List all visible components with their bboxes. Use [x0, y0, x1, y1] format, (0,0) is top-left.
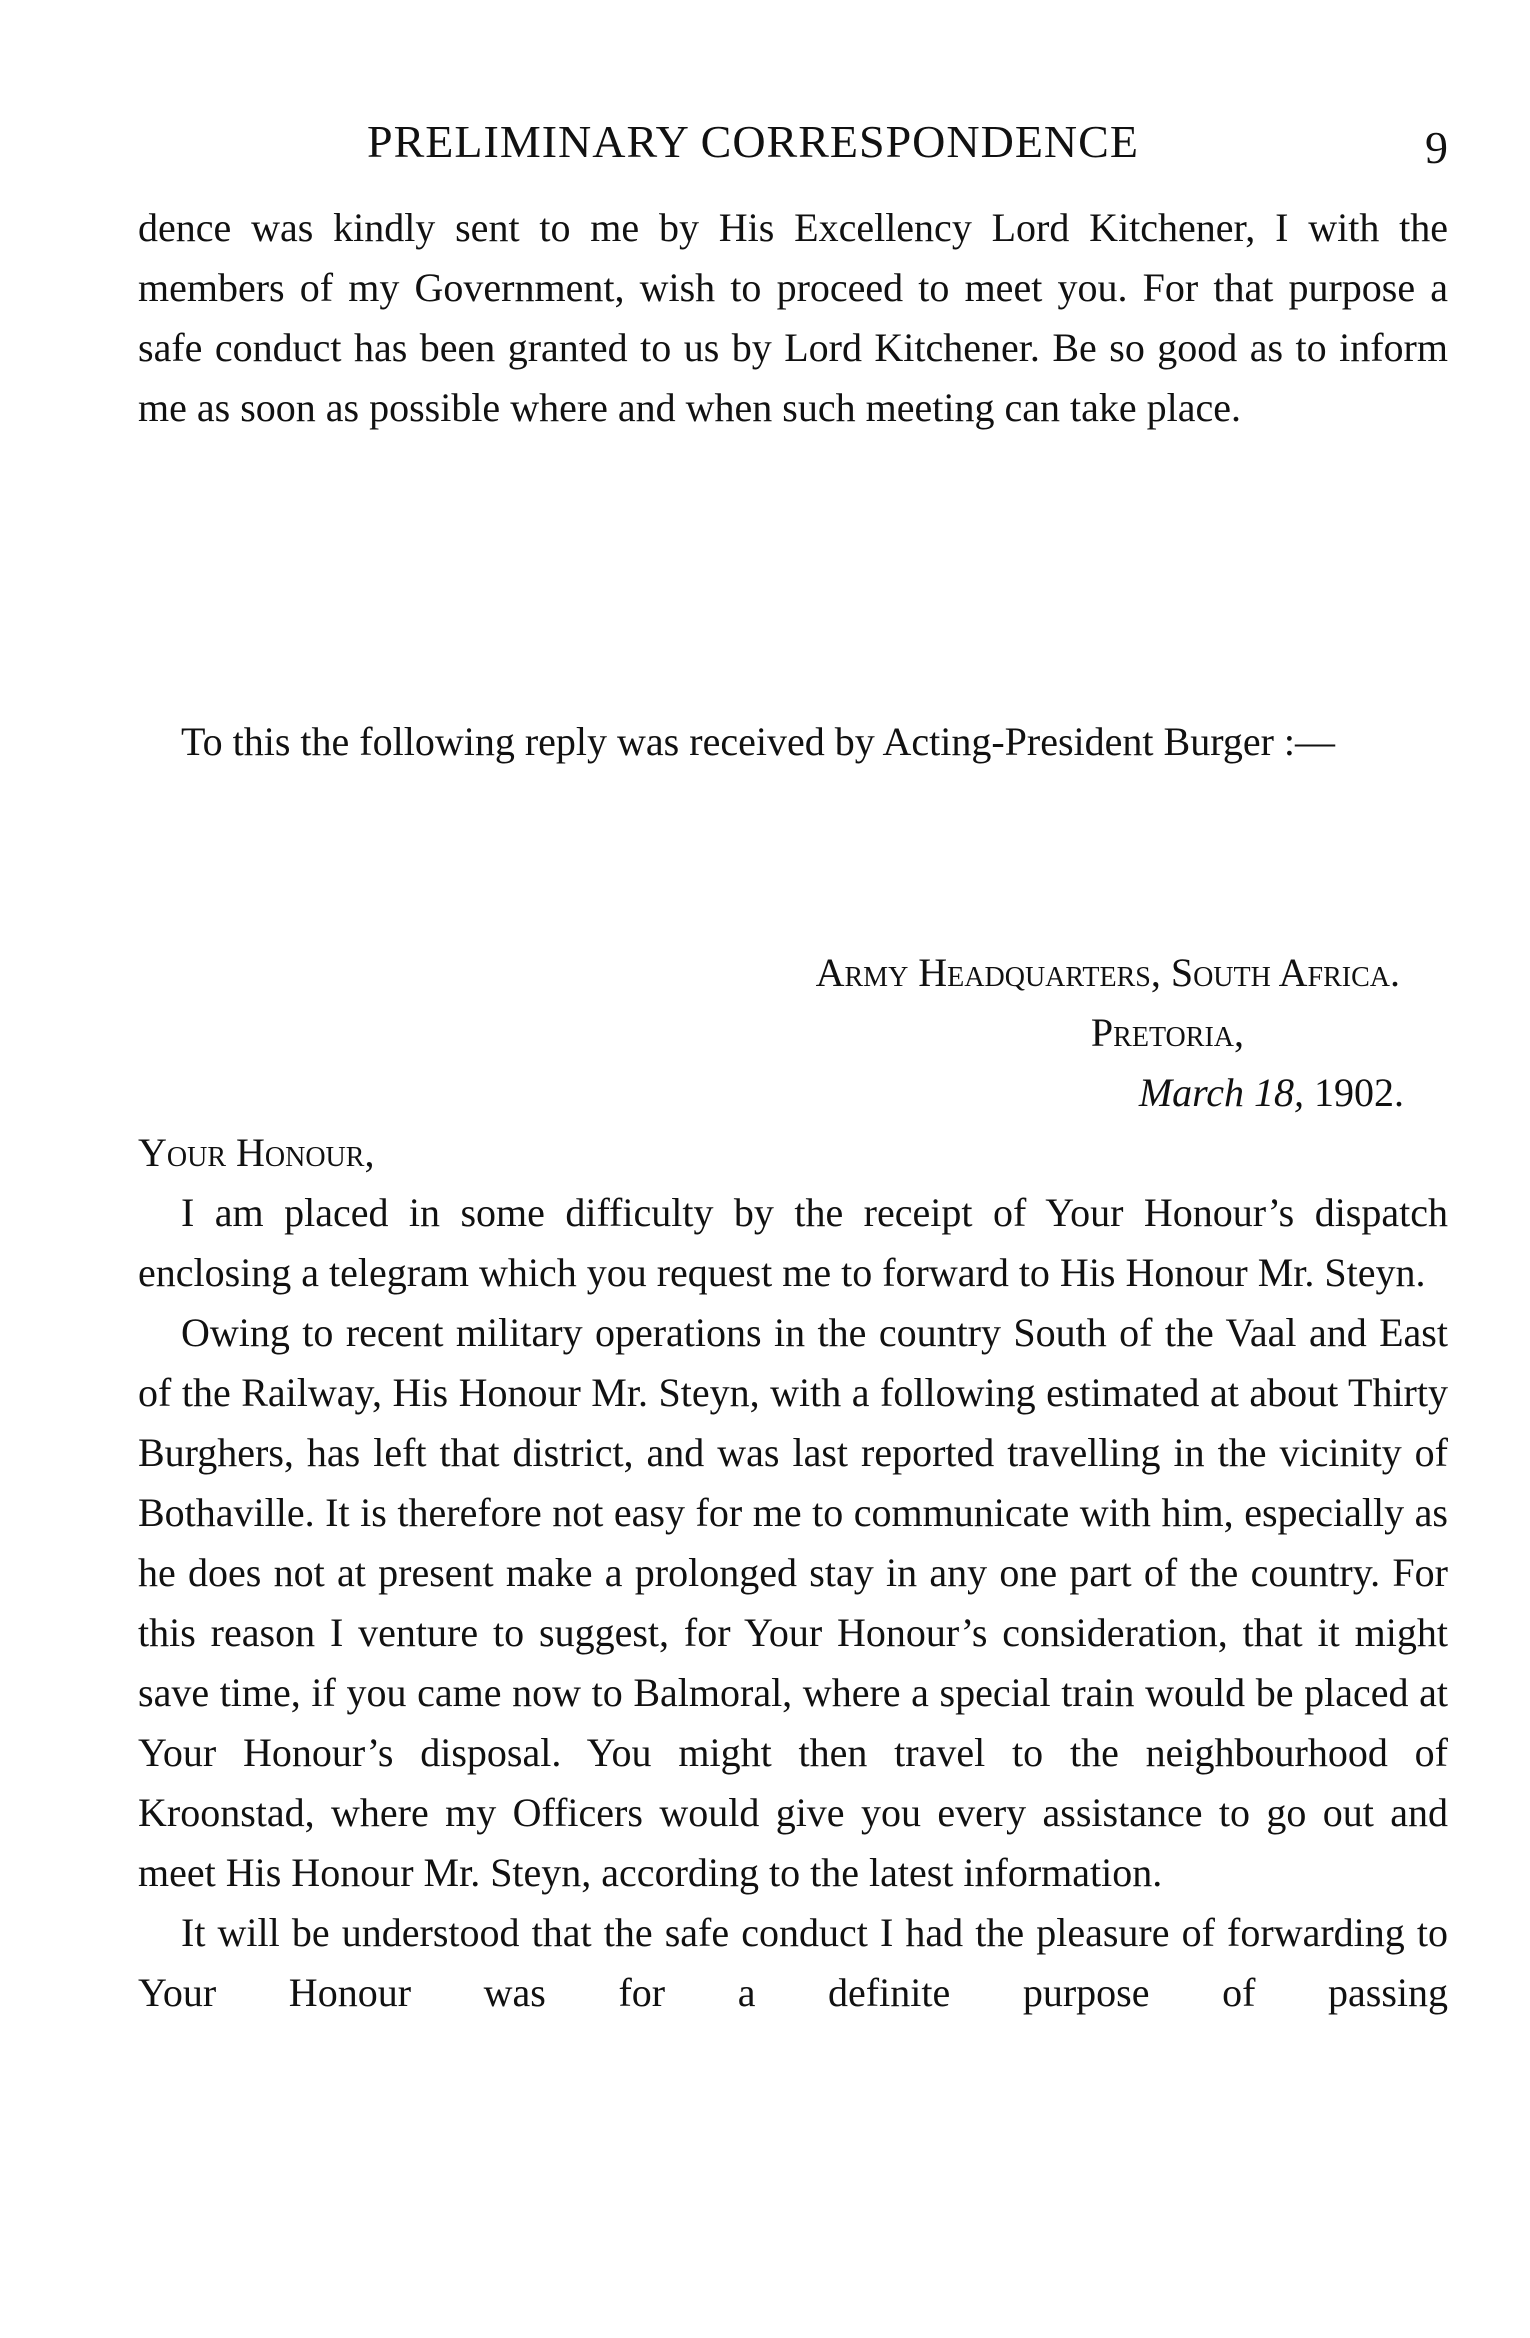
- salutation: Your Honour,: [138, 1130, 375, 1175]
- address-line-1: Army Headquarters, South Africa.: [815, 950, 1400, 995]
- opening-paragraph-block: [138, 198, 1448, 438]
- address-line-2: Pretoria,: [1090, 1010, 1244, 1055]
- letter-date-month-day: March 18,: [1138, 1070, 1304, 1115]
- letter-paragraph-3: It will be understood that the safe conduct I had the pleasure of forwarding to Your Honour was for a definite purpose of passing: [138, 1910, 1448, 2015]
- opening-paragraph: dence was kindly sent to me by His Excellency Lord Kitchener, I with the members of my Government, wish to proceed to meet you. For that purpose a safe conduct has been granted to us by Lord Kitchener. Be so good as to inform me as soon as possible where and when such meeting can take place.: [138, 205, 1448, 430]
- letter-date-year: 1902.: [1314, 1070, 1404, 1115]
- letter-date: [138, 1063, 1448, 1123]
- page-number: 9: [1425, 122, 1448, 173]
- running-title: PRELIMINARY CORRESPONDENCE: [367, 116, 1139, 167]
- intro-paragraph: To this the following reply was received by Acting-President Burger :—: [181, 719, 1336, 764]
- letter: [138, 943, 1448, 2023]
- running-head: [138, 112, 1448, 172]
- intro-paragraph-block: [138, 712, 1448, 772]
- letter-paragraph-2: Owing to recent military operations in the country South of the Vaal and East of the Railway, His Honour Mr. Steyn, with a following estimated at about Thirty Burghers, has left that district, and was last reported travelling in the vicinity of Bothaville. It is therefore not easy for me to communicate with him, especially as he does not at present make a prolonged stay in any one part of the country. For this reason I venture to suggest, for Your Honour’s consideration, that it might save time, if you came now to Balmoral, where a special train would be placed at Your Honour’s disposal. You might then travel to the neighbourhood of Kroonstad, where my Officers would give you every assistance to go out and meet His Honour Mr. Steyn, according to the latest information.: [138, 1310, 1448, 1895]
- letter-paragraph-1: I am placed in some difficulty by the receipt of Your Honour’s dispatch enclosing a telegram which you request me to forward to His Honour Mr. Steyn.: [138, 1190, 1448, 1295]
